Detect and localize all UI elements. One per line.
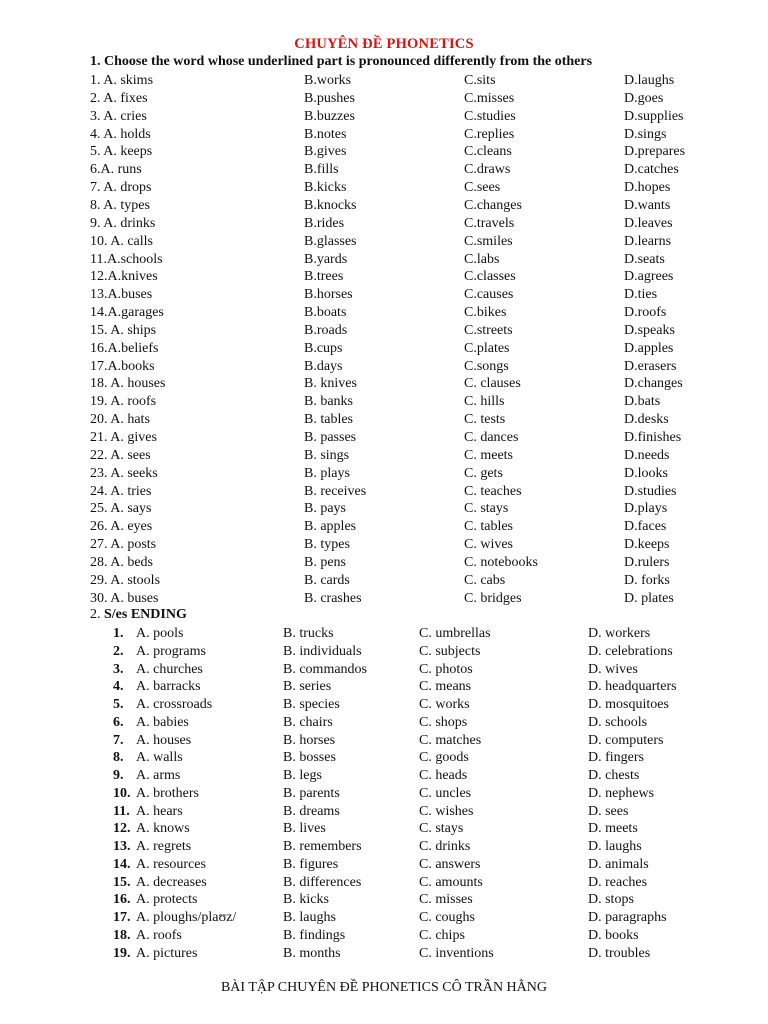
option-d: D. workers: [588, 626, 651, 641]
option-c: C. works: [419, 697, 470, 712]
option-b: B. receives: [304, 483, 367, 499]
option-b: B. knives: [304, 376, 357, 392]
option-d: D. animals: [588, 856, 649, 872]
option-d: D.catches: [624, 162, 679, 178]
option-b: B. banks: [304, 394, 353, 410]
option-c: C. hills: [464, 394, 505, 410]
option-d: D.goes: [624, 90, 664, 106]
option-a: 1. A. skims: [90, 73, 154, 88]
option-b: B. figures: [283, 856, 339, 872]
option-d: D. schools: [588, 714, 648, 730]
option-a: 11.A.schools: [90, 251, 163, 267]
option-b: B.boats: [304, 305, 347, 321]
option-b: B. remembers: [283, 839, 362, 854]
option-d: D. celebrations: [588, 643, 673, 659]
option-b: B.rides: [304, 215, 345, 231]
option-d: D.wants: [624, 197, 671, 213]
option-c: C. shops: [419, 714, 468, 730]
option-a: A. roofs: [136, 927, 182, 943]
option-c: C.studies: [464, 108, 516, 124]
option-a: A. hears: [136, 803, 183, 819]
option-a: 5. A. keeps: [90, 144, 153, 160]
option-d: D.rulers: [624, 554, 670, 570]
option-d: D.faces: [624, 519, 667, 535]
option-a: 23. A. seeks: [90, 465, 158, 481]
option-b: B.roads: [304, 322, 348, 338]
option-b: B. crashes: [304, 590, 362, 606]
option-d: D.hopes: [624, 180, 671, 196]
question-number: 4.: [113, 679, 124, 695]
option-c: C.cleans: [464, 144, 512, 160]
option-a: 20. A. hats: [90, 412, 150, 428]
option-d: D.learns: [624, 233, 672, 249]
option-b: B. laughs: [283, 910, 336, 925]
option-c: C. uncles: [419, 785, 472, 801]
option-a: 7. A. drops: [90, 180, 152, 196]
option-a: 16.A.beliefs: [90, 340, 159, 356]
option-b: B. cards: [304, 572, 350, 588]
option-d: D.leaves: [624, 215, 673, 231]
option-b: B.works: [304, 73, 352, 88]
option-d: D.supplies: [624, 108, 684, 124]
option-b: B. commandos: [283, 661, 367, 677]
option-c: C. gets: [464, 465, 503, 481]
option-d: D.ties: [624, 287, 658, 303]
option-a: 14.A.garages: [90, 305, 164, 321]
option-b: B.yards: [304, 251, 348, 267]
option-d: D.finishes: [624, 430, 682, 445]
option-c: C. meets: [464, 447, 513, 463]
option-d: D. forks: [624, 572, 670, 588]
question-number: 3.: [113, 661, 124, 677]
option-c: C. clauses: [464, 376, 521, 392]
option-c: C. bridges: [464, 590, 522, 606]
option-c: C.misses: [464, 90, 515, 106]
section2-heading: [90, 607, 187, 623]
option-d: D.bats: [624, 394, 661, 410]
option-c: C. wives: [464, 537, 513, 553]
option-a: A. brothers: [136, 785, 199, 801]
option-d: D. computers: [588, 732, 664, 748]
option-b: B. apples: [304, 519, 357, 535]
option-d: D. mosquitoes: [588, 697, 669, 712]
option-c: C.songs: [464, 358, 509, 374]
option-d: D. headquarters: [588, 679, 677, 695]
option-d: D.sings: [624, 126, 667, 142]
option-a: 30. A. buses: [90, 590, 159, 606]
option-b: B. chairs: [283, 714, 333, 730]
option-a: A. barracks: [136, 679, 201, 695]
option-d: D.plays: [624, 501, 668, 517]
question-number: 18.: [113, 927, 131, 943]
question-number: 9.: [113, 768, 124, 783]
option-b: B. findings: [283, 927, 346, 943]
option-b: B. trucks: [283, 626, 334, 641]
option-c: C.bikes: [464, 305, 507, 321]
option-b: B.notes: [304, 126, 347, 142]
option-b: B.buzzes: [304, 108, 355, 124]
option-c: C.changes: [464, 197, 522, 213]
option-c: C. tables: [464, 519, 513, 535]
section2-label: S/es ENDING: [104, 607, 187, 622]
question-number: 6.: [113, 714, 124, 730]
option-b: B. plays: [304, 465, 350, 481]
option-b: B. legs: [283, 768, 322, 783]
option-b: B. individuals: [283, 643, 362, 659]
option-b: B. pays: [304, 501, 346, 517]
option-b: B.trees: [304, 269, 344, 285]
option-c: C.streets: [464, 322, 513, 338]
option-c: C.classes: [464, 269, 516, 285]
option-c: C.smiles: [464, 233, 513, 249]
option-c: C. notebooks: [464, 554, 538, 570]
question-number: 2.: [113, 643, 124, 659]
question-number: 12.: [113, 821, 131, 837]
option-a: 17.A.books: [90, 358, 155, 374]
question-number: 13.: [113, 839, 131, 854]
option-d: D. books: [588, 927, 639, 943]
question-number: 11.: [113, 803, 130, 819]
option-a: 28. A. beds: [90, 554, 153, 570]
option-a: A. pictures: [136, 945, 198, 961]
option-b: B. tables: [304, 412, 353, 428]
option-d: D. fingers: [588, 750, 644, 766]
option-d: D.laughs: [624, 73, 675, 88]
option-c: C. stays: [419, 821, 464, 837]
option-c: C.plates: [464, 340, 510, 356]
option-a: 12.A.knives: [90, 269, 158, 285]
option-a: A. programs: [136, 643, 206, 659]
option-b: B.gives: [304, 144, 347, 160]
option-c: C. stays: [464, 501, 509, 517]
option-c: C.causes: [464, 287, 514, 303]
option-b: B. lives: [283, 821, 326, 837]
option-a: 10. A. calls: [90, 233, 153, 249]
option-c: C. inventions: [419, 945, 494, 961]
option-b: B.days: [304, 358, 343, 374]
question-number: 8.: [113, 750, 124, 766]
option-d: D.desks: [624, 412, 669, 428]
option-d: D.prepares: [624, 144, 686, 160]
option-c: C. goods: [419, 750, 469, 766]
option-c: C. matches: [419, 732, 482, 748]
option-d: D.seats: [624, 251, 665, 267]
option-d: D. reaches: [588, 874, 648, 890]
option-c: C. coughs: [419, 910, 475, 925]
option-a: 19. A. roofs: [90, 394, 157, 410]
option-a: 21. A. gives: [90, 430, 157, 445]
option-d: D. wives: [588, 661, 638, 677]
option-b: B. pens: [304, 554, 346, 570]
option-a: A. pools: [136, 626, 184, 641]
option-a: 26. A. eyes: [90, 519, 153, 535]
option-c: C. answers: [419, 856, 481, 872]
option-a: A. houses: [136, 732, 192, 748]
option-a: 25. A. says: [90, 501, 152, 517]
option-d: D.keeps: [624, 537, 670, 553]
option-c: C. chips: [419, 927, 465, 943]
option-a: 27. A. posts: [90, 537, 157, 553]
option-c: C.travels: [464, 215, 515, 231]
option-b: B. horses: [283, 732, 336, 748]
option-d: D. laughs: [588, 839, 642, 854]
option-b: B. differences: [283, 874, 362, 890]
question-number: 1.: [113, 626, 124, 641]
option-d: D. nephews: [588, 785, 655, 801]
section1-instruction: 1. Choose the word whose underlined part is pronounced differently from the others: [90, 54, 593, 69]
option-c: C. dances: [464, 430, 519, 445]
option-a: A. walls: [136, 750, 183, 766]
option-d: D. stops: [588, 892, 634, 908]
option-b: B. sings: [304, 447, 350, 463]
option-a: A. decreases: [136, 874, 207, 890]
option-a: 24. A. tries: [90, 483, 152, 499]
option-a: 15. A. ships: [90, 322, 157, 338]
question-number: 15.: [113, 874, 131, 890]
option-b: B.horses: [304, 287, 353, 303]
option-b: B.pushes: [304, 90, 355, 106]
option-a: A. churches: [136, 661, 203, 677]
option-c: C.labs: [464, 251, 500, 267]
option-d: D.agrees: [624, 269, 674, 285]
option-a: 18. A. houses: [90, 376, 166, 392]
option-a: 2. A. fixes: [90, 90, 148, 106]
option-d: D.speaks: [624, 322, 675, 338]
option-d: D.changes: [624, 376, 683, 392]
section2-number: 2.: [90, 607, 101, 622]
option-c: C. wishes: [419, 803, 474, 819]
page-title: CHUYÊN ĐỀ PHONETICS: [294, 36, 474, 52]
option-b: B. passes: [304, 430, 357, 445]
option-d: D. plates: [624, 590, 674, 606]
question-number: 17.: [113, 910, 131, 925]
option-c: C.sits: [464, 73, 496, 88]
option-c: C. umbrellas: [419, 626, 491, 641]
option-d: D.looks: [624, 465, 668, 481]
option-c: C. photos: [419, 661, 473, 677]
option-a: A. babies: [136, 714, 189, 730]
option-d: D. troubles: [588, 945, 651, 961]
option-d: D.needs: [624, 447, 670, 463]
option-a: A. crossroads: [136, 697, 213, 712]
option-c: C. means: [419, 679, 472, 695]
option-d: D. paragraphs: [588, 910, 667, 925]
page-footer: BÀI TẬP CHUYÊN ĐỀ PHONETICS CÔ TRẦN HẰNG: [220, 980, 548, 995]
option-c: C. heads: [419, 768, 468, 783]
option-d: D.apples: [624, 340, 674, 356]
option-a: 3. A. cries: [90, 108, 147, 124]
option-b: B.cups: [304, 340, 343, 356]
option-d: D. sees: [588, 803, 629, 819]
option-b: B. months: [283, 945, 341, 961]
option-b: B.kicks: [304, 180, 347, 196]
question-number: 10.: [113, 785, 131, 801]
question-number: 19.: [113, 945, 131, 961]
option-b: B. bosses: [283, 750, 336, 766]
option-a: A. knows: [136, 821, 190, 837]
option-a: 9. A. drinks: [90, 215, 156, 231]
option-b: B. series: [283, 679, 332, 695]
option-b: B. types: [304, 537, 350, 553]
option-d: D. meets: [588, 821, 638, 837]
option-b: B.glasses: [304, 233, 357, 249]
option-b: B.knocks: [304, 197, 357, 213]
option-c: C.draws: [464, 162, 511, 178]
option-b: B. parents: [283, 785, 340, 801]
option-a: A. regrets: [136, 839, 192, 854]
question-number: 16.: [113, 892, 131, 908]
option-a: A. ploughs/plaʊz/: [136, 910, 237, 925]
option-b: B. dreams: [283, 803, 340, 819]
option-b: B.fills: [304, 162, 339, 178]
option-c: C. amounts: [419, 874, 483, 890]
option-a: 13.A.buses: [90, 287, 153, 303]
option-b: B. kicks: [283, 892, 329, 908]
option-c: C. tests: [464, 412, 506, 428]
option-a: 4. A. holds: [90, 126, 151, 142]
option-d: D. chests: [588, 768, 640, 783]
option-c: C. cabs: [464, 572, 506, 588]
option-a: 8. A. types: [90, 197, 150, 213]
question-number: 7.: [113, 732, 124, 748]
option-a: 22. A. sees: [90, 447, 151, 463]
option-a: A. protects: [136, 892, 198, 908]
option-b: B. species: [283, 697, 340, 712]
option-c: C. drinks: [419, 839, 471, 854]
option-a: 6.A. runs: [90, 162, 142, 178]
question-number: 5.: [113, 697, 124, 712]
option-c: C. subjects: [419, 643, 481, 659]
option-d: D.roofs: [624, 305, 667, 321]
question-number: 14.: [113, 856, 131, 872]
option-a: 29. A. stools: [90, 572, 161, 588]
option-c: C.sees: [464, 180, 501, 196]
option-c: C. misses: [419, 892, 473, 908]
option-c: C.replies: [464, 126, 515, 142]
option-d: D.erasers: [624, 358, 677, 374]
option-a: A. arms: [136, 768, 181, 783]
option-a: A. resources: [136, 856, 206, 872]
option-d: D.studies: [624, 483, 677, 499]
option-c: C. teaches: [464, 483, 522, 499]
